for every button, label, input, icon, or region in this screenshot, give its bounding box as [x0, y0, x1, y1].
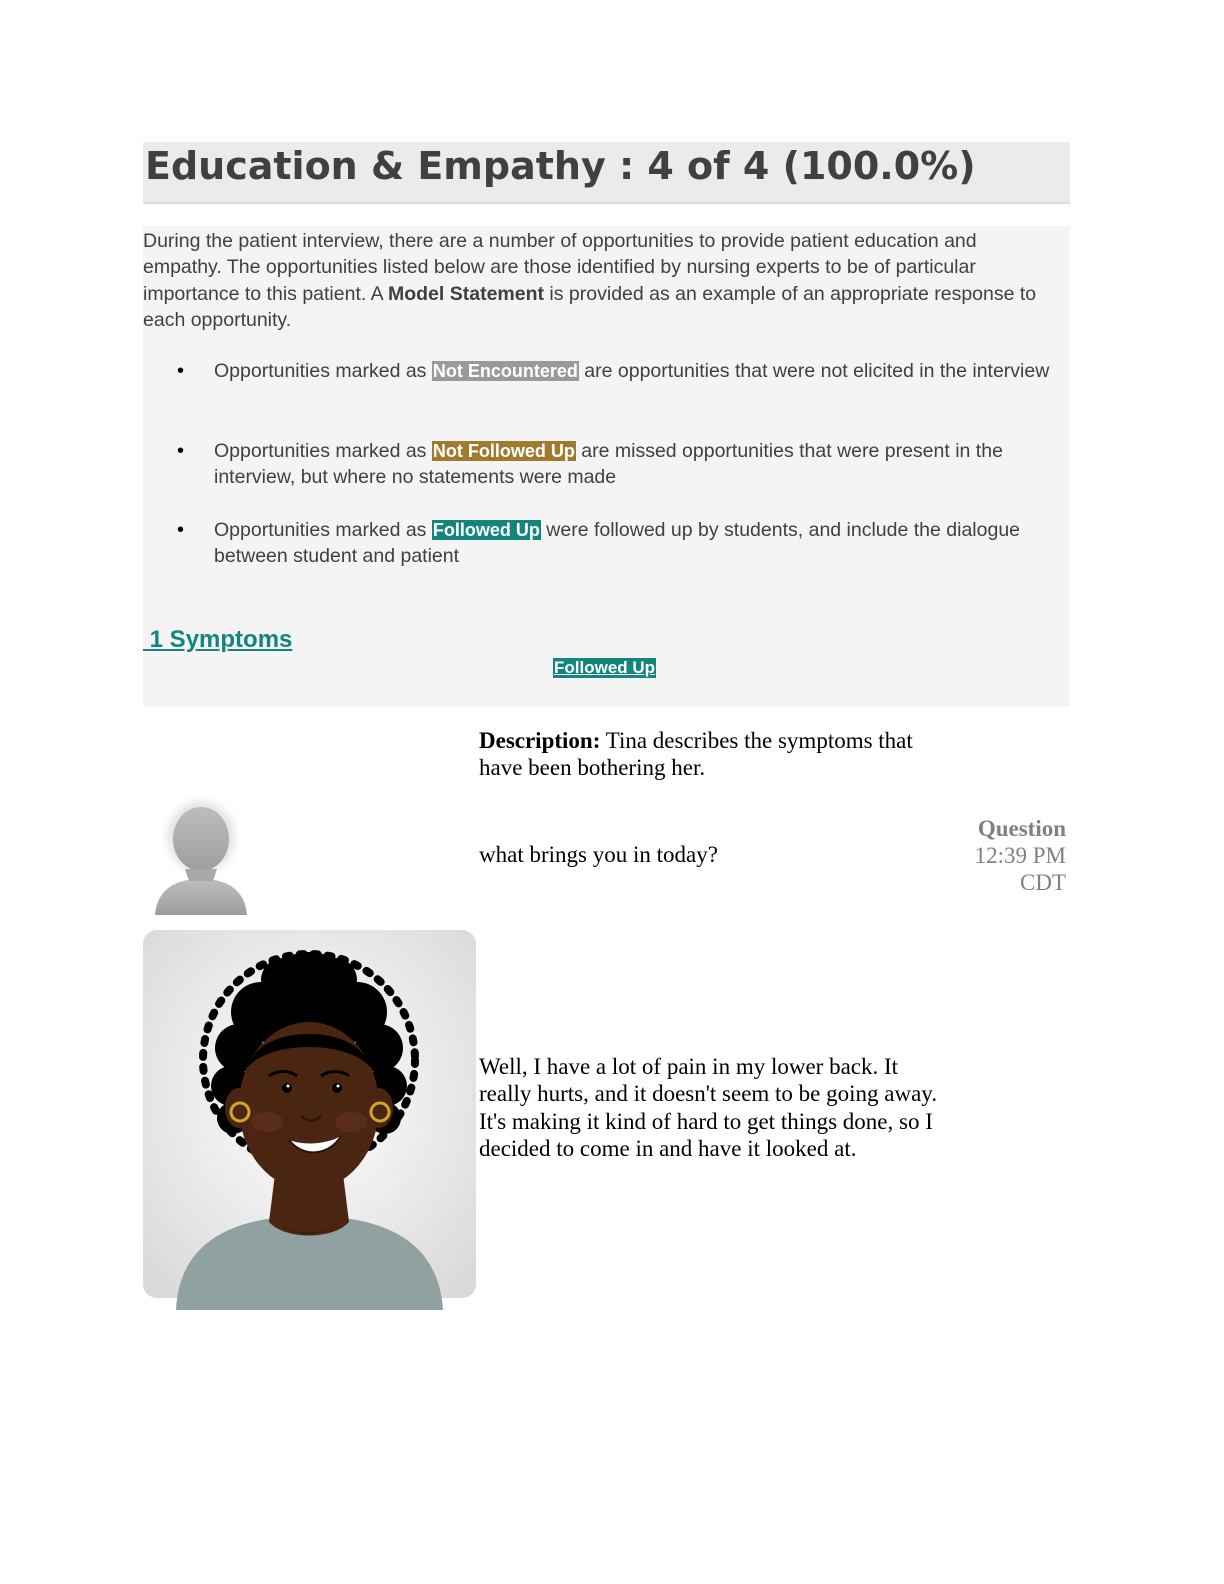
section-status-badge[interactable]: Followed Up [554, 658, 656, 677]
question-text: what brings you in today? [479, 842, 718, 867]
intro-bold-term: Model Statement [387, 282, 545, 305]
question-meta [930, 815, 1066, 896]
intro-text-after: is provided as an example of an appropriate response to each opportunity. [143, 282, 1037, 331]
section-title-link[interactable]: 1 Symptoms [143, 626, 293, 653]
legend-item-text: Opportunities marked as Followed Up were followed up by students, and include the dialogue between student and patient [214, 519, 1021, 568]
legend-item-text: Opportunities marked as Not Followed Up are missed opportunities that were present in the interview, but where no statements were made [214, 440, 1003, 489]
student-avatar-icon [143, 795, 263, 917]
page-header [143, 142, 1070, 204]
question-time: 12:39 PM [974, 843, 1066, 868]
page-title: Education & Empathy : 4 of 4 (100.0%) [145, 144, 976, 188]
question-label: Question [977, 816, 1066, 841]
legend-item-text: Opportunities marked as Not Encountered are opportunities that were not elicited in the interview [214, 360, 1050, 382]
bullet-icon: • [177, 519, 185, 541]
question-timezone: CDT [1020, 870, 1066, 895]
section-description [479, 727, 949, 781]
bullet-icon: • [177, 360, 185, 382]
description-text: Tina describes the symptoms that have been bothering her. [479, 728, 913, 780]
followed-up-tag: Followed Up [432, 520, 540, 540]
not-encountered-tag: Not Encountered [432, 361, 578, 381]
bullet-icon: • [177, 440, 185, 462]
patient-avatar-portrait [143, 930, 476, 1310]
intro-text-before: During the patient interview, there are a number of opportunities to provide patient education and empathy. The opportunities listed below are those identified by nursing experts to be of particular importance to this patient. A [143, 230, 977, 305]
answer-text: Well, I have a lot of pain in my lower back. It really hurts, and it doesn't seem to be going away. It's making it kind of hard to get things done, so I decided to come in and have it looked at. [479, 1054, 938, 1161]
not-followed-up-tag: Not Followed Up [432, 441, 575, 461]
description-label: Description: [479, 728, 601, 753]
intro-paragraph [143, 228, 1043, 333]
